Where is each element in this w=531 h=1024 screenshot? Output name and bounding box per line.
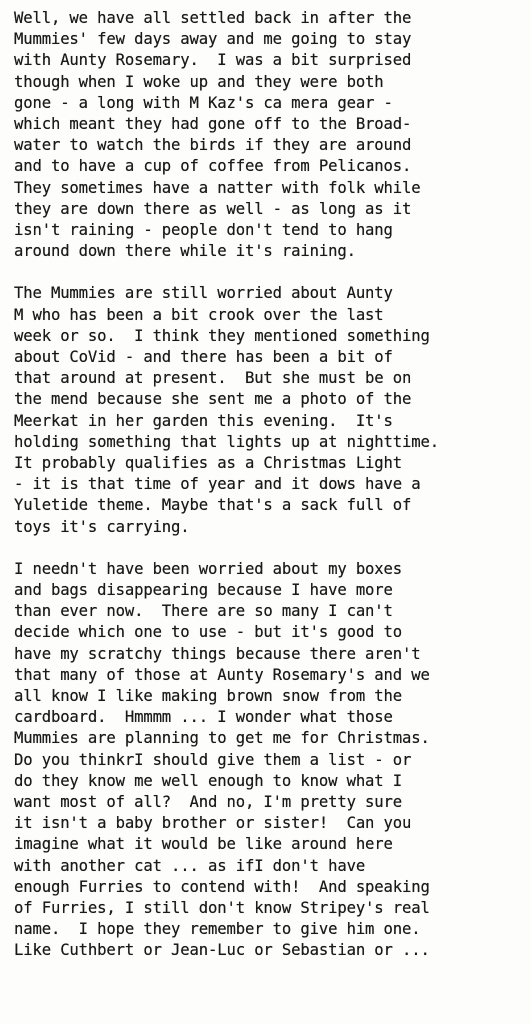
text-line: than ever now. There are so many I can't [14,602,393,621]
text-line: imagine what it would be like around here [14,835,393,854]
text-line: have my scratchy things because there aren't [14,644,421,663]
text-line: all know I like making brown snow from the [14,687,403,705]
text-line: that around at present. But she must be on [14,369,412,388]
text-line: Yuletide theme. Maybe that's a sack full of [14,496,412,515]
text-line: the mend because she sent me a photo of the [14,390,412,409]
paragraph-gap [14,262,531,283]
text-line: do they know me well enough to know what I [14,771,403,790]
text-line: which meant they had gone off to the Broad- [14,114,412,133]
text-line: It probably qualifies as a Christmas Light [14,453,403,472]
text-line: Mummies are planning to get me for Christmas. [14,729,430,748]
text-line: with another cat ... as ifI don't have [14,856,366,875]
text-line: M who has been a bit crook over the last [14,305,384,324]
text-line: gone - a long with M Kaz's ca mera gear - [14,93,393,112]
text-line: though when I woke up and they were both [14,72,384,91]
text-line: name. I hope they remember to give him one. [14,920,421,939]
text-line: that many of those at Aunty Rosemary's and we [14,665,430,684]
text-line: The Mummies are still worried about Aunty [14,284,393,303]
text-line: They sometimes have a natter with folk while [14,178,421,197]
text-line: decide which one to use - but it's good to [14,623,403,642]
text-line: and bags disappearing because I have more [14,581,393,600]
text-line: it isn't a baby brother or sister! Can you [14,814,412,833]
letter-body [14,8,531,961]
text-line: Well, we have all settled back in after the [14,9,412,27]
text-line: Mummies' few days away and me going to stay [14,30,412,49]
text-line: isn't raining - people don't tend to hang [14,220,393,239]
text-line: and to have a cup of coffee from Pelicanos. [14,157,412,176]
paragraph-gap [14,538,531,559]
text-line: water to watch the birds if they are around [14,136,412,155]
text-line: cardboard. Hmmmm ... I wonder what those [14,708,393,727]
text-line: about CoVid - and there has been a bit of [14,348,393,366]
text-line: want most of all? And no, I'm pretty sure [14,792,403,811]
text-line: Like Cuthbert or Jean-Luc or Sebastian or ... [14,941,430,960]
text-line: holding something that lights up at nighttime. [14,432,439,451]
text-line: enough Furries to contend with! And speaking [14,877,430,896]
text-line: - it is that time of year and it dows have a [14,475,421,494]
text-line: toys it's carrying. [14,517,190,536]
text-line: I needn't have been worried about my boxes [14,559,403,578]
text-line: Do you thinkrI should give them a list - or [14,750,412,769]
text-line: with Aunty Rosemary. I was a bit surprised [14,51,412,70]
paragraph-3 [14,559,531,962]
text-line: around down there while it's raining. [14,242,356,261]
text-line: they are down there as well - as long as it [14,199,412,218]
paragraph-2 [14,283,531,537]
text-line: of Furries, I still don't know Stripey's real [14,898,430,917]
paragraph-1 [14,8,531,262]
text-line: week or so. I think they mentioned something [14,326,430,345]
text-line: Meerkat in her garden this evening. It's [14,411,393,430]
